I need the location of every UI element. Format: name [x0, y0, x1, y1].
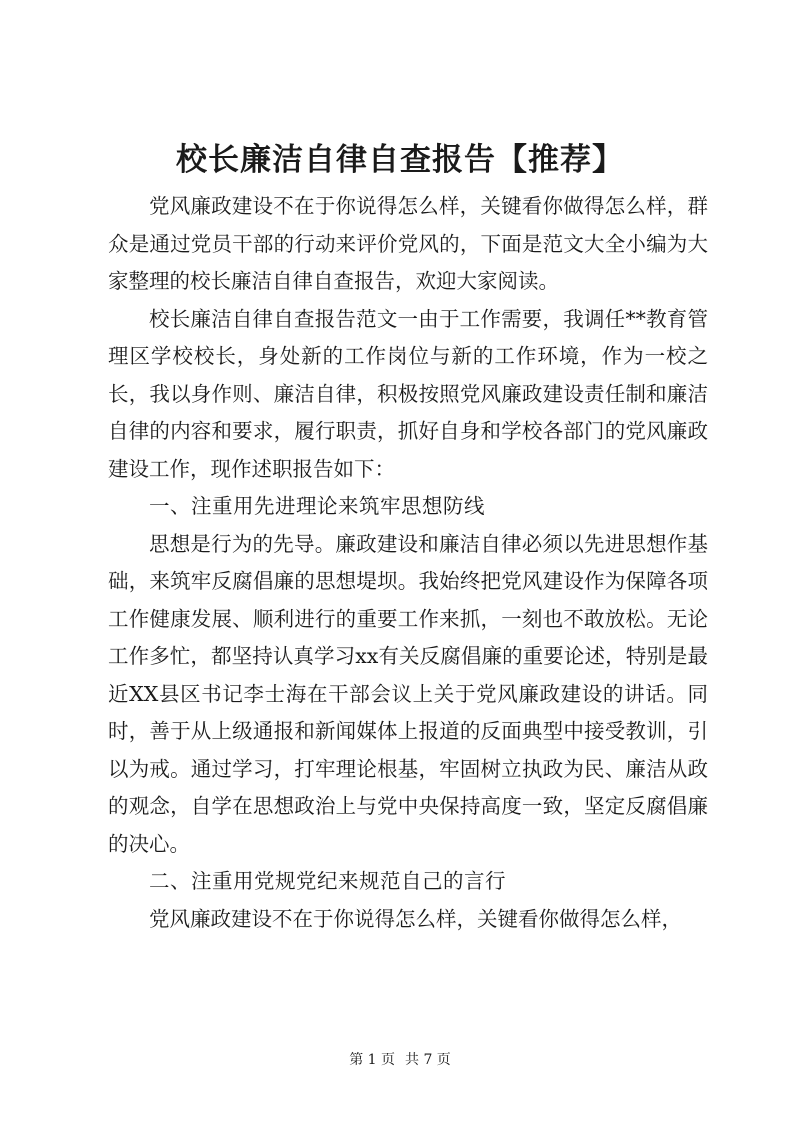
- page-total: 共 7 页: [405, 1052, 451, 1068]
- page-footer: [0, 1050, 800, 1070]
- paragraph-intro: 党风廉政建设不在于你说得怎么样，关键看你做得怎么样，群众是通过党员干部的行动来评价党风的，下面是范文大全小编为大家整理的校长廉洁自律自查报告，欢迎大家阅读。: [108, 194, 708, 293]
- document-title: 校长廉洁自律自查报告【推荐】: [176, 142, 624, 178]
- paragraph-section-1: 思想是行为的先导。廉政建设和廉洁自律必须以先进思想作基础，来筑牢反腐倡廉的思想堤坝。我始终把党风建设作为保障各项工作健康发展、顺利进行的重要工作来抓，一刻也不敢放松。无论工作多忙，都坚持认真学习xx有关反腐倡廉的重要论述，特别是最近XX县区书记李士海在干部会议上关于党风廉政建设的讲话。同时，善于从上级通报和新闻媒体上报道的反面典型中接受教训，引以为戒。通过学习，打牢理论根基，牢固树立执政为民、廉洁从政的观念，自学在思想政治上与党中央保持高度一致，坚定反腐倡廉的决心。: [108, 531, 708, 856]
- paragraph-report-opening: 校长廉洁自律自查报告范文一由于工作需要，我调任**教育管理区学校校长，身处新的工作岗位与新的工作环境，作为一校之长，我以身作则、廉洁自律，积极按照党风廉政建设责任制和廉洁自律的内容和要求，履行职责，抓好自身和学校各部门的党风廉政建设工作，现作述职报告如下：: [108, 306, 708, 481]
- document-body: [108, 188, 708, 938]
- paragraph-section-2: 党风廉政建设不在于你说得怎么样，关键看你做得怎么样，: [149, 906, 682, 931]
- page-number: 第 1 页: [349, 1052, 395, 1068]
- section-heading-1: 一、注重用先进理论来筑牢思想防线: [149, 494, 485, 518]
- section-heading-2: 二、注重用党规党纪来规范自己的言行: [149, 869, 506, 893]
